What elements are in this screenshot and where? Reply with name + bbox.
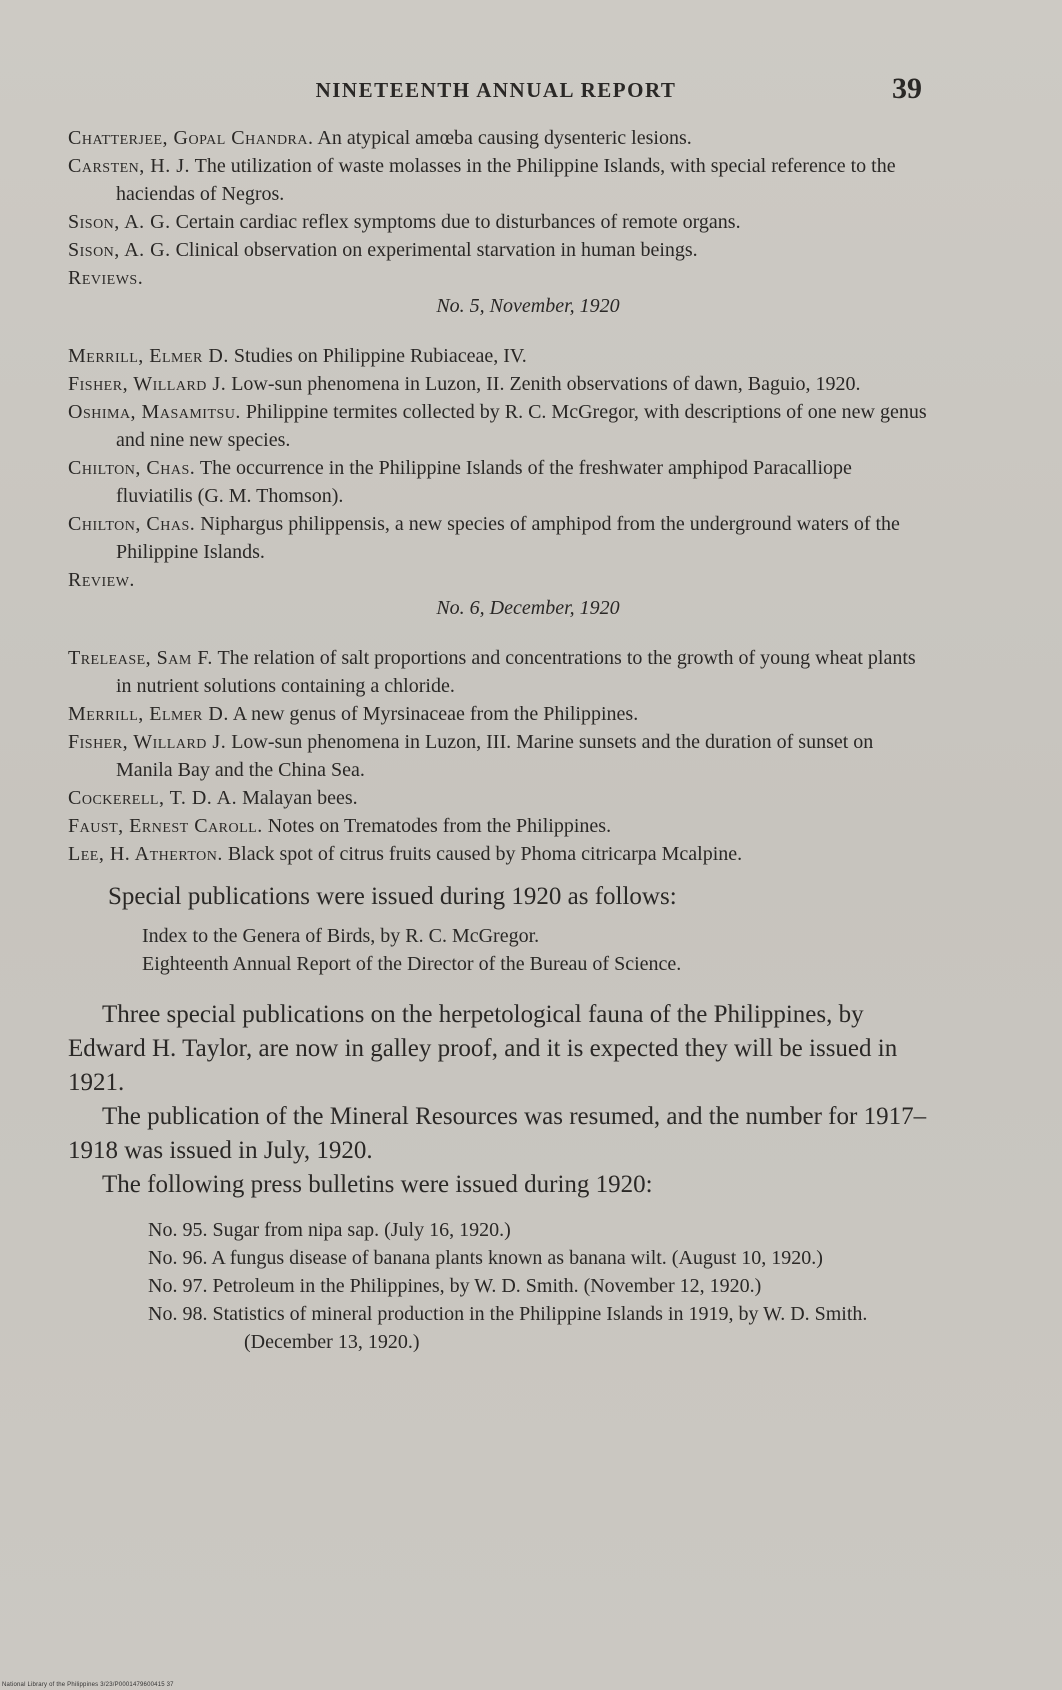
press-bulletin-item [148, 1244, 928, 1272]
bibliography-entry [68, 208, 928, 236]
issue-heading-no6: No. 6, December, 1920 [436, 597, 620, 619]
entry-title: The relation of salt proportions and concentrations to the growth of young wheat plants in nutrient solutions containing a chloride. [116, 647, 916, 697]
bibliography-entry [68, 728, 928, 784]
bibliography-entry [68, 840, 928, 868]
page-content [68, 124, 928, 1356]
entries-issue-5 [68, 342, 928, 594]
entry-author: Trelease, Sam F. [68, 647, 213, 669]
bibliography-entry [68, 342, 928, 370]
entry-author: Merrill, Elmer D. [68, 703, 229, 725]
press-bulletin-item [148, 1300, 928, 1356]
bulletin-number: No. 97. [148, 1275, 208, 1297]
bulletin-text: Sugar from nipa sap. (July 16, 1920.) [212, 1219, 511, 1241]
bibliography-entry [68, 398, 928, 454]
bibliography-entry [68, 784, 928, 812]
bibliography-entry [68, 454, 928, 510]
entries-issue-4 [68, 124, 928, 292]
bibliography-entry [68, 370, 928, 398]
bibliography-entry [68, 644, 928, 700]
bulletin-text: A fungus disease of banana plants known as banana wilt. (August 10, 1920.) [211, 1247, 823, 1269]
entry-author: Sison, A. G. [68, 211, 171, 233]
press-bulletin-item [148, 1216, 928, 1244]
entry-author: Faust, Ernest Caroll. [68, 815, 263, 837]
entry-title: Notes on Trematodes from the Philippines. [267, 815, 612, 837]
entry-author: Fisher, Willard J. [68, 373, 227, 395]
entry-title: An atypical amœba causing dysenteric lesions. [317, 127, 692, 149]
review-label: Review. [68, 569, 135, 591]
special-publications-list [68, 922, 928, 978]
bibliography-entry [68, 812, 928, 840]
bulletin-number: No. 98. [148, 1303, 208, 1325]
entry-title: The occurrence in the Philippine Islands of the freshwater amphipod Paracalliope fluviatilis (G. M. Thomson). [116, 457, 852, 507]
entry-title: Niphargus philippensis, a new species of amphipod from the underground waters of the Philippine Islands. [116, 513, 900, 563]
entry-author: Cockerell, T. D. A. [68, 787, 238, 809]
bulletin-number: No. 96. [148, 1247, 208, 1269]
press-bulletins-intro: The following press bulletins were issued during 1920: [102, 1171, 653, 1198]
special-publication-item: Eighteenth Annual Report of the Director of the Bureau of Science. [142, 953, 682, 975]
entry-title: Black spot of citrus fruits caused by Phoma citricarpa Mcalpine. [227, 843, 743, 865]
entry-title: A new genus of Myrsinaceae from the Philippines. [232, 703, 639, 725]
special-publications-intro: Special publications were issued during 1920 as follows: [108, 883, 677, 910]
entry-author: Chilton, Chas. [68, 513, 196, 535]
entry-title: Low-sun phenomena in Luzon, III. Marine sunsets and the duration of sunset on Manila Bay and the China Sea. [116, 731, 874, 781]
running-head: NINETEENTH ANNUAL REPORT [315, 78, 677, 102]
bulletin-text: Petroleum in the Philippines, by W. D. Smith. (November 12, 1920.) [212, 1275, 762, 1297]
bibliography-entry [68, 124, 928, 152]
entry-title: Philippine termites collected by R. C. McGregor, with descriptions of one new genus and nine new species. [116, 401, 927, 451]
bibliography-entry [68, 152, 928, 208]
entry-author: Sison, A. G. [68, 239, 171, 261]
entry-author: Lee, H. Atherton. [68, 843, 223, 865]
entry-title: Malayan bees. [242, 787, 358, 809]
mineral-resources-paragraph: The publication of the Mineral Resources was resumed, and the number for 1917–1918 was issued in July, 1920. [68, 1103, 927, 1164]
page-number: 39 [892, 72, 922, 105]
entry-author: Oshima, Masamitsu. [68, 401, 241, 423]
entry-author: Fisher, Willard J. [68, 731, 227, 753]
bibliography-entry [68, 510, 928, 566]
press-bulletin-item [148, 1272, 928, 1300]
herpetological-paragraph: Three special publications on the herpetological fauna of the Philippines, by Edward H. Taylor, are now in galley proof, and it is expected they will be issued in 1921. [68, 1001, 898, 1096]
special-publication-item: Index to the Genera of Birds, by R. C. McGregor. [142, 925, 540, 947]
page-header [70, 74, 922, 114]
scan-footer: National Library of the Philippines 3/23/P0001479600415 37 [2, 1682, 174, 1688]
entries-issue-6 [68, 644, 928, 868]
press-bulletins-list [68, 1216, 928, 1356]
bibliography-entry [68, 236, 928, 264]
entry-title: The utilization of waste molasses in the Philippine Islands, with special reference to the haciendas of Negros. [116, 155, 896, 205]
bibliography-entry [68, 700, 928, 728]
bulletin-text: Statistics of mineral production in the Philippine Islands in 1919, by W. D. Smith. (December 13, 1920.) [212, 1303, 868, 1353]
entry-title: Clinical observation on experimental starvation in human beings. [175, 239, 698, 261]
issue-heading-no5: No. 5, November, 1920 [436, 295, 620, 317]
entry-author: Chilton, Chas. [68, 457, 196, 479]
entry-title: Low-sun phenomena in Luzon, II. Zenith observations of dawn, Baguio, 1920. [231, 373, 861, 395]
entry-author: Carsten, H. J. [68, 155, 191, 177]
bulletin-number: No. 95. [148, 1219, 208, 1241]
entry-author: Chatterjee, Gopal Chandra. [68, 127, 314, 149]
entry-title: Studies on Philippine Rubiaceae, IV. [233, 345, 527, 367]
entry-author: Merrill, Elmer D. [68, 345, 229, 367]
entry-title: Certain cardiac reflex symptoms due to disturbances of remote organs. [175, 211, 741, 233]
reviews-label: Reviews. [68, 267, 144, 289]
